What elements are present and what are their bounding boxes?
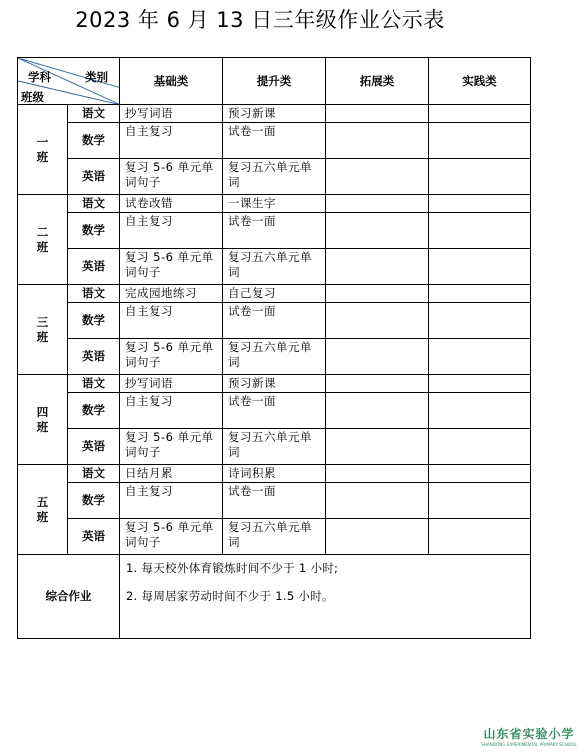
class-name-cell: 三 班 [18,285,68,375]
table-row [18,285,531,303]
homework-extend-cell [326,123,429,159]
homework-extend-cell [326,375,429,393]
subject-cell: 英语 [68,159,120,195]
subject-cell: 英语 [68,519,120,555]
homework-basic-cell: 复习 5-6 单元单词句子 [120,429,223,465]
table-row [18,339,531,375]
general-content [120,555,531,639]
homework-extend-cell [326,105,429,123]
corner-category-label: 类别 [85,70,108,84]
homework-basic-cell: 试卷改错 [120,195,223,213]
homework-practice-cell [429,105,531,123]
subject-cell: 英语 [68,429,120,465]
table-row [18,375,531,393]
table-row [18,123,531,159]
homework-extend-cell [326,285,429,303]
general-label: 综合作业 [18,555,120,639]
subject-cell: 语文 [68,285,120,303]
homework-advance-cell: 复习五六单元单词 [223,339,326,375]
table-row [18,465,531,483]
class-name-cell: 一 班 [18,105,68,195]
subject-cell: 英语 [68,339,120,375]
header-basic: 基础类 [120,58,223,105]
homework-extend-cell [326,465,429,483]
page-title: 2023 年 6 月 13 日三年级作业公示表 [75,8,445,32]
homework-extend-cell [326,339,429,375]
table-row [18,105,531,123]
homework-advance-cell: 试卷一面 [223,393,326,429]
homework-advance-cell: 复习五六单元单词 [223,159,326,195]
homework-basic-cell: 复习 5-6 单元单词句子 [120,159,223,195]
homework-practice-cell [429,339,531,375]
homework-basic-cell: 完成园地练习 [120,285,223,303]
homework-basic-cell: 自主复习 [120,483,223,519]
header-practice: 实践类 [429,58,531,105]
general-section [18,555,531,639]
subject-cell: 数学 [68,123,120,159]
homework-advance-cell: 复习五六单元单词 [223,519,326,555]
table-row [18,483,531,519]
homework-practice-cell [429,123,531,159]
homework-extend-cell [326,159,429,195]
homework-advance-cell: 试卷一面 [223,123,326,159]
subject-cell: 数学 [68,213,120,249]
homework-extend-cell [326,303,429,339]
subject-cell: 语文 [68,195,120,213]
logo-school-english: SHANDONG EXPERIMENTAL PRIMARY SCHOOL [481,742,577,747]
homework-practice-cell [429,375,531,393]
homework-table [17,57,531,639]
homework-practice-cell [429,285,531,303]
subject-cell: 语文 [68,375,120,393]
homework-basic-cell: 复习 5-6 单元单词句子 [120,249,223,285]
header-advance: 提升类 [223,58,326,105]
homework-extend-cell [326,483,429,519]
subject-cell: 数学 [68,483,120,519]
table-row [18,429,531,465]
homework-basic-cell: 复习 5-6 单元单词句子 [120,339,223,375]
homework-advance-cell: 预习新课 [223,105,326,123]
homework-practice-cell [429,303,531,339]
homework-extend-cell [326,393,429,429]
homework-practice-cell [429,393,531,429]
homework-advance-cell: 试卷一面 [223,483,326,519]
homework-advance-cell: 诗词积累 [223,465,326,483]
homework-practice-cell [429,159,531,195]
homework-basic-cell: 抄写词语 [120,105,223,123]
homework-advance-cell: 自己复习 [223,285,326,303]
table-row [18,303,531,339]
subject-cell: 语文 [68,465,120,483]
homework-practice-cell [429,465,531,483]
table-row [18,195,531,213]
homework-practice-cell [429,519,531,555]
homework-advance-cell: 复习五六单元单词 [223,429,326,465]
homework-extend-cell [326,195,429,213]
corner-subject-label: 学科 [28,70,51,84]
subject-cell: 数学 [68,303,120,339]
homework-basic-cell: 抄写词语 [120,375,223,393]
corner-header-cell [18,58,120,105]
homework-advance-cell: 试卷一面 [223,303,326,339]
homework-basic-cell: 自主复习 [120,303,223,339]
homework-extend-cell [326,249,429,285]
homework-extend-cell [326,213,429,249]
homework-table-body [18,58,531,555]
class-name-cell: 四 班 [18,375,68,465]
homework-extend-cell [326,519,429,555]
table-row [18,519,531,555]
homework-extend-cell [326,429,429,465]
class-name-cell: 五 班 [18,465,68,555]
homework-advance-cell: 复习五六单元单词 [223,249,326,285]
homework-advance-cell: 试卷一面 [223,213,326,249]
homework-practice-cell [429,249,531,285]
table-row [18,393,531,429]
homework-advance-cell: 一课生字 [223,195,326,213]
subject-cell: 数学 [68,393,120,429]
homework-basic-cell: 日结月累 [120,465,223,483]
homework-basic-cell: 自主复习 [120,393,223,429]
table-row [18,159,531,195]
homework-basic-cell: 自主复习 [120,213,223,249]
general-row [18,555,531,639]
general-item: 2. 每周居家劳动时间不少于 1.5 小时。 [126,589,334,603]
class-name-cell: 二 班 [18,195,68,285]
homework-basic-cell: 自主复习 [120,123,223,159]
corner-class-label: 班级 [21,90,44,104]
school-logo [481,725,577,747]
homework-practice-cell [429,429,531,465]
homework-practice-cell [429,213,531,249]
header-row [18,58,531,105]
header-extend: 拓展类 [326,58,429,105]
table-row [18,213,531,249]
subject-cell: 英语 [68,249,120,285]
table-row [18,249,531,285]
homework-practice-cell [429,195,531,213]
general-item: 1. 每天校外体育锻炼时间不少于 1 小时; [126,561,339,575]
homework-basic-cell: 复习 5-6 单元单词句子 [120,519,223,555]
logo-school-name: 山东省实验小学 [483,727,575,741]
subject-cell: 语文 [68,105,120,123]
homework-practice-cell [429,483,531,519]
homework-advance-cell: 预习新课 [223,375,326,393]
